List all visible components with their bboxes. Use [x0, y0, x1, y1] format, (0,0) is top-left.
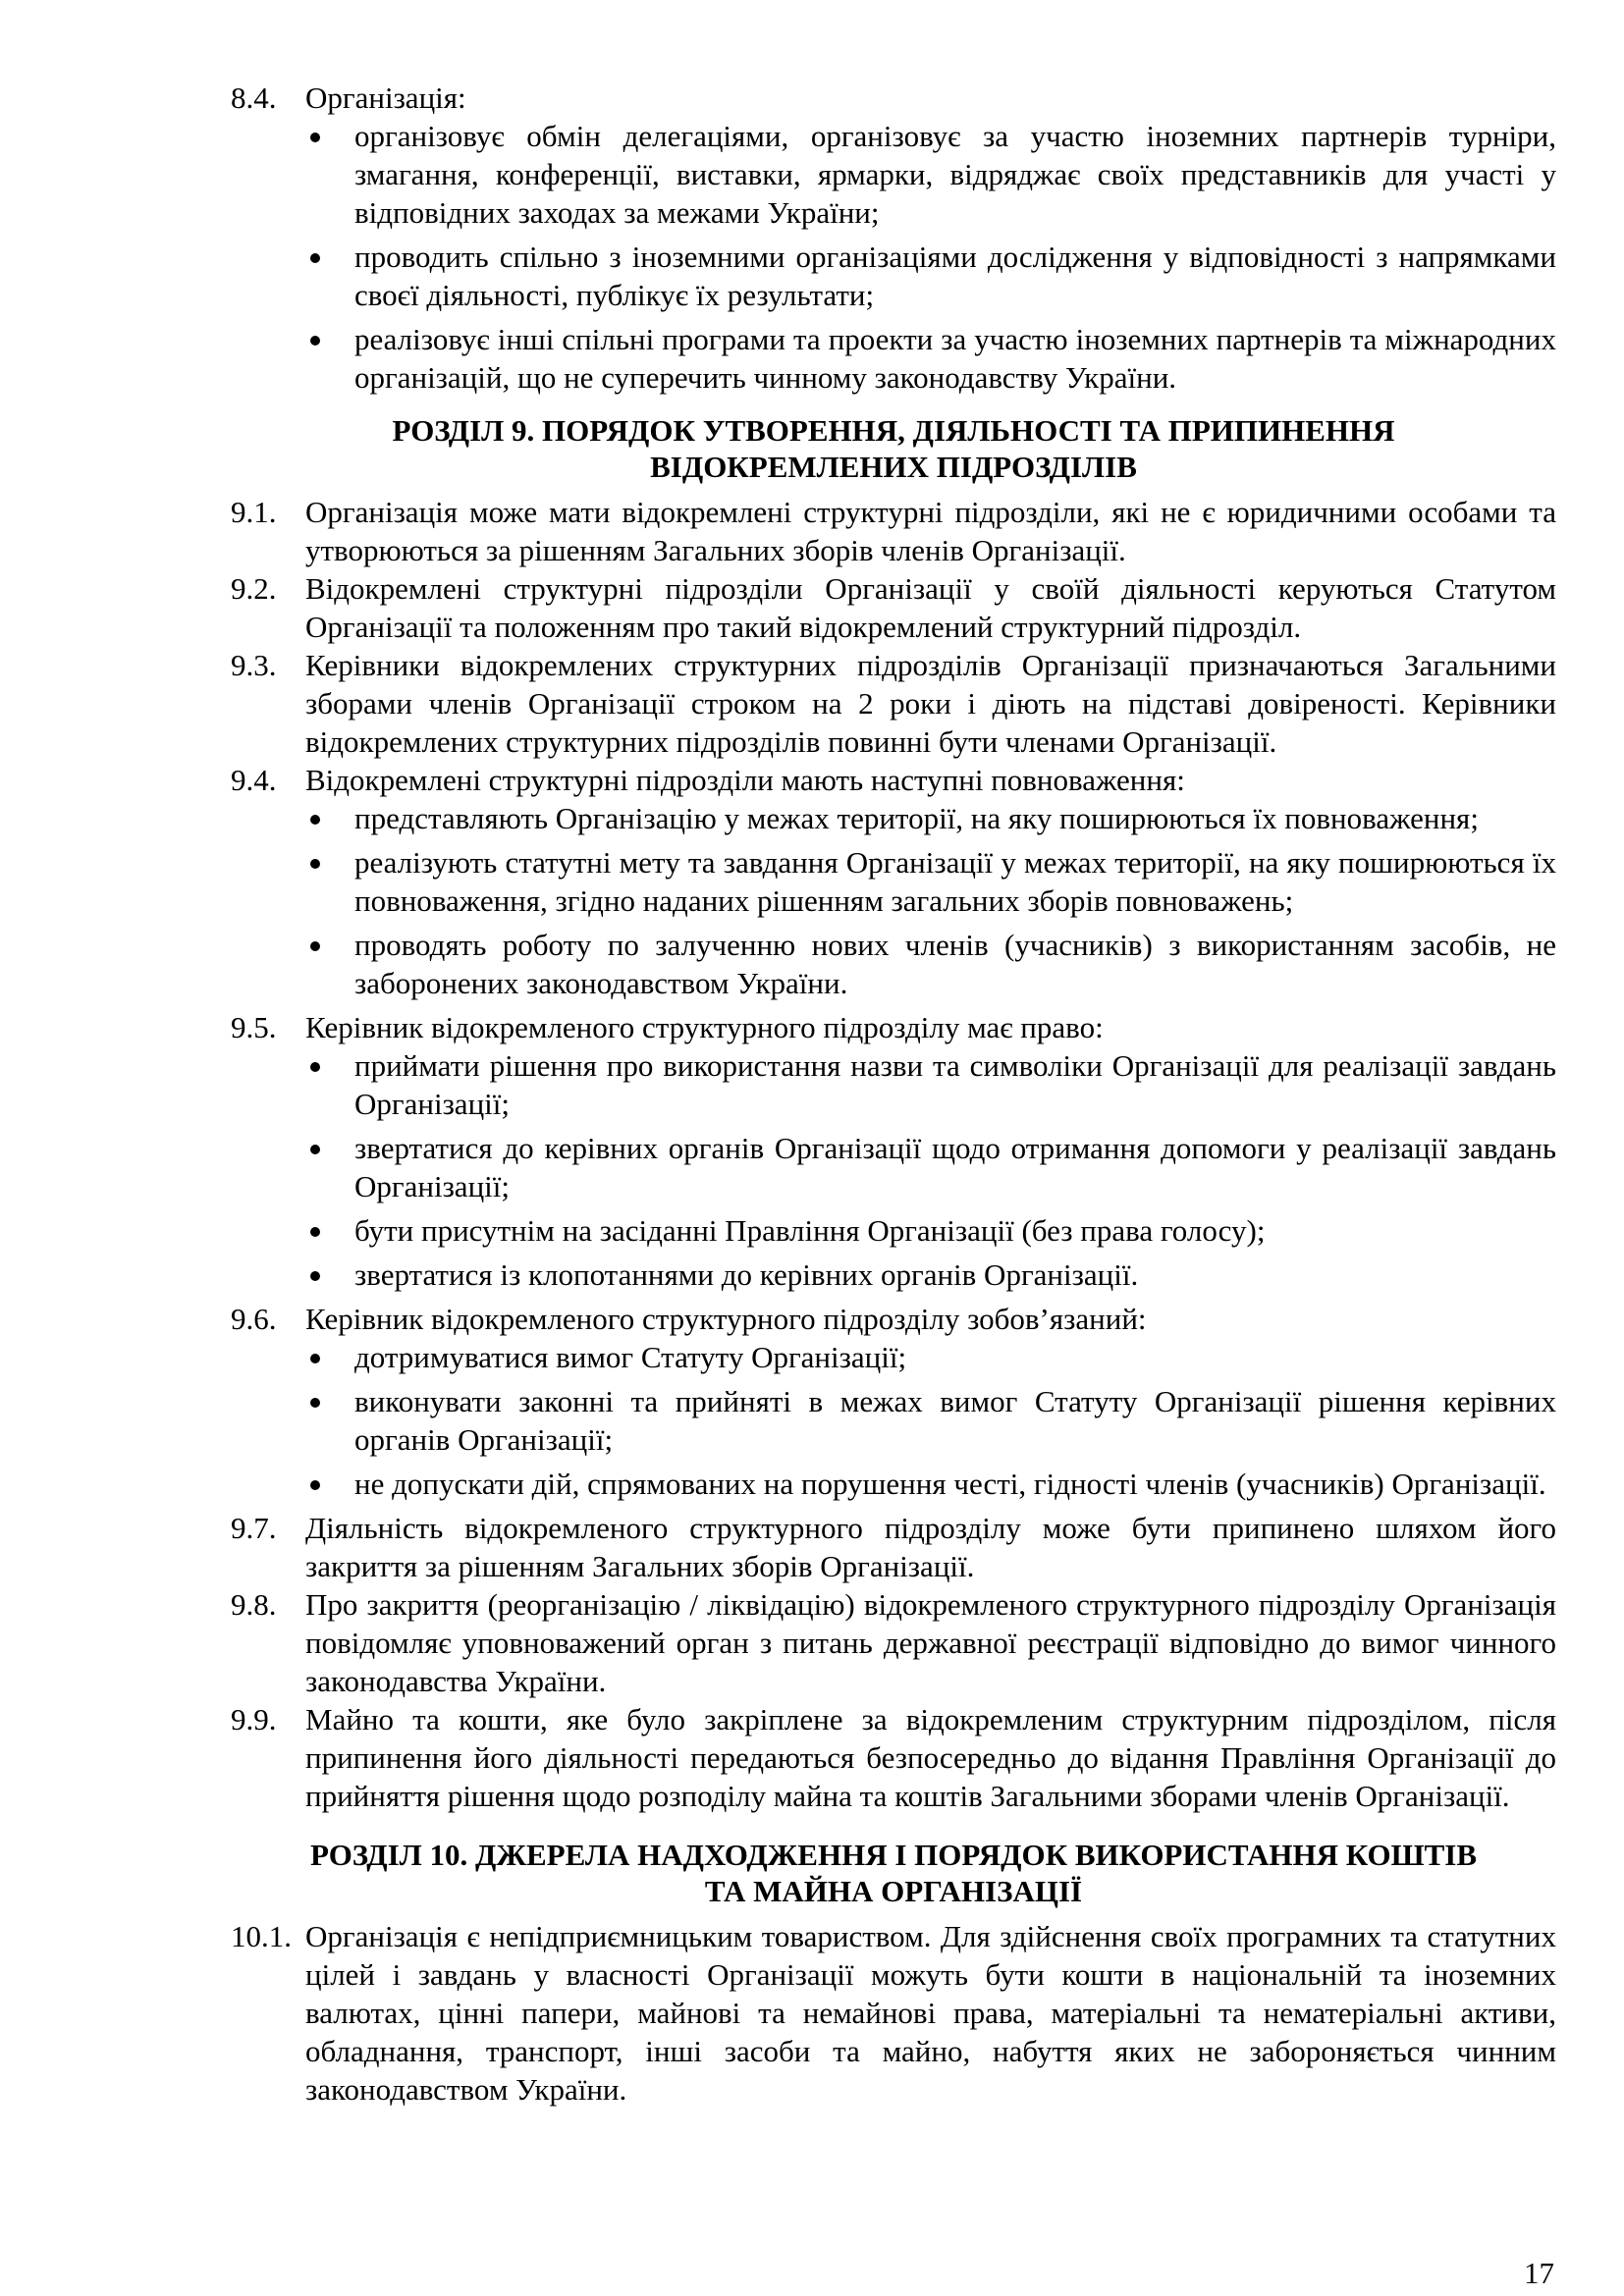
list-item: проводять роботу по залученню нових членів (учасників) з використанням засобів, не заборонених законодавством України. — [305, 926, 1556, 1002]
bullet-icon — [305, 1382, 354, 1459]
clause-number: 10.1. — [231, 1919, 292, 1953]
clause-text: Керівник відокремленого структурного підрозділу зобов’язаний: — [305, 1302, 1147, 1336]
clause-number: 8.4. — [231, 80, 277, 115]
clause-number: 9.9. — [231, 1702, 277, 1736]
bullet-icon — [305, 799, 354, 837]
clause-9-3 — [231, 646, 1556, 761]
section-9-heading: РОЗДІЛ 9. ПОРЯДОК УТВОРЕННЯ, ДІЯЛЬНОСТІ ТА ПРИПИНЕННЯ ВІДОКРЕМЛЕНИХ ПІДРОЗДІЛІВ — [392, 413, 1395, 484]
clause-text: Відокремлені структурні підрозділи Організації у своїй діяльності керуються Статутом Організації та положенням про такий відокремлений структурний підрозділ. — [305, 571, 1556, 644]
clause-number: 9.2. — [231, 571, 277, 606]
clause-9-1 — [231, 493, 1556, 569]
clause-text: Про закриття (реорганізацію / ліквідацію) відокремленого структурного підрозділу Організація повідомляє уповноважений орган з питань державної реєстрації відповідно до вимог чинного законодавства України. — [305, 1587, 1556, 1698]
clause-text: Діяльність відокремленого структурного підрозділу може бути припинено шляхом його закриття за рішенням Загальних зборів Організації. — [305, 1511, 1556, 1583]
clause-number: 9.4. — [231, 763, 277, 797]
clause-9-5 — [231, 1008, 1556, 1300]
clause-text: Керівник відокремленого структурного підрозділу має право: — [305, 1010, 1104, 1044]
clause-9-8 — [231, 1585, 1556, 1700]
clause-10-1 — [231, 1917, 1556, 2109]
bullet-icon — [305, 926, 354, 1002]
bullet-icon — [305, 1129, 354, 1205]
clause-number: 9.7. — [231, 1511, 277, 1545]
list-item: дотримуватися вимог Статуту Організації; — [305, 1338, 1556, 1376]
list-item: організовує обмін делегаціями, організовує за участю іноземних партнерів турніри, змагання, конференції, виставки, ярмарки, відряджає своїх представників для участі у відповідних заходах за межами України; — [305, 117, 1556, 232]
list-item: представляють Організацію у межах території, на яку поширюються їх повноваження; — [305, 799, 1556, 837]
clause-9-2 — [231, 569, 1556, 646]
clause-number: 9.5. — [231, 1010, 277, 1044]
bullet-icon — [305, 1465, 354, 1503]
list-item: проводить спільно з іноземними організаціями дослідження у відповідності з напрямками своєї діяльності, публікує їх результати; — [305, 238, 1556, 314]
bullet-list — [305, 1046, 1556, 1294]
bullet-list — [305, 117, 1556, 397]
clause-text: Організація може мати відокремлені структурні підрозділи, які не є юридичними особами та утворюються за рішенням Загальних зборів членів Організації. — [305, 495, 1556, 567]
list-item: приймати рішення про використання назви та символіки Організації для реалізації завдань Організації; — [305, 1046, 1556, 1123]
clause-9-4 — [231, 761, 1556, 1008]
document-page — [231, 79, 1556, 2109]
list-item: реалізують статутні мету та завдання Організації у межах території, на яку поширюються їх повноваження, згідно наданих рішенням загальних зборів повноважень; — [305, 843, 1556, 920]
section-10-heading: РОЗДІЛ 10. ДЖЕРЕЛА НАДХОДЖЕННЯ І ПОРЯДОК ВИКОРИСТАННЯ КОШТІВ ТА МАЙНА ОРГАНІЗАЦІЇ — [309, 1838, 1478, 1908]
clause-text: Відокремлені структурні підрозділи мають наступні повноваження: — [305, 763, 1185, 797]
clause-number: 9.3. — [231, 648, 277, 682]
bullet-icon — [305, 1255, 354, 1294]
clause-9-9 — [231, 1700, 1556, 1815]
clause-text: Організація є непідприємницьким товариством. Для здійснення своїх програмних та статутних цілей і завдань у власності Організації можуть бути кошти в національній та іноземних валютах, цінні папери, майнові та немайнові права, матеріальні та нематеріальні активи, обладнання, транспорт, інші засоби та майно, набуття яких не забороняється чинним законодавством України. — [305, 1919, 1556, 2107]
bullet-list — [305, 799, 1556, 1002]
clause-8-4 — [231, 79, 1556, 402]
list-item: виконувати законні та прийняті в межах вимог Статуту Організації рішення керівних органів Організації; — [305, 1382, 1556, 1459]
clause-text: Керівники відокремлених структурних підрозділів Організації призначаються Загальними зборами членів Організації строком на 2 роки і діють на підставі довіреності. Керівники відокремлених структурних підрозділів повинні бути членами Організації. — [305, 648, 1556, 759]
bullet-icon — [305, 843, 354, 920]
clause-9-7 — [231, 1509, 1556, 1585]
list-item: звертатися до керівних органів Організації щодо отримання допомоги у реалізації завдань Організації; — [305, 1129, 1556, 1205]
clause-9-6 — [231, 1300, 1556, 1509]
list-item: бути присутнім на засіданні Правління Організації (без права голосу); — [305, 1211, 1556, 1250]
bullet-icon — [305, 117, 354, 232]
clause-number: 9.8. — [231, 1587, 277, 1622]
bullet-icon — [305, 238, 354, 314]
clause-text: Майно та кошти, яке було закріплене за відокремленим структурним підрозділом, після припинення його діяльності передаються безпосередньо до відання Правління Організації до прийняття рішення щодо розподілу майна та коштів Загальними зборами членів Організації. — [305, 1702, 1556, 1813]
bullet-icon — [305, 1046, 354, 1123]
bullet-icon — [305, 1338, 354, 1376]
clause-number: 9.6. — [231, 1302, 277, 1336]
clause-number: 9.1. — [231, 495, 277, 529]
clause-text: Організація: — [305, 80, 466, 115]
list-item: звертатися із клопотаннями до керівних органів Організації. — [305, 1255, 1556, 1294]
bullet-icon — [305, 1211, 354, 1250]
bullet-icon — [305, 320, 354, 397]
bullet-list — [305, 1338, 1556, 1503]
list-item: реалізовує інші спільні програми та проекти за участю іноземних партнерів та міжнародних організацій, що не суперечить чинному законодавству України. — [305, 320, 1556, 397]
page-number: 17 — [1524, 2256, 1554, 2290]
list-item: не допускати дій, спрямованих на порушення честі, гідності членів (учасників) Організації. — [305, 1465, 1556, 1503]
